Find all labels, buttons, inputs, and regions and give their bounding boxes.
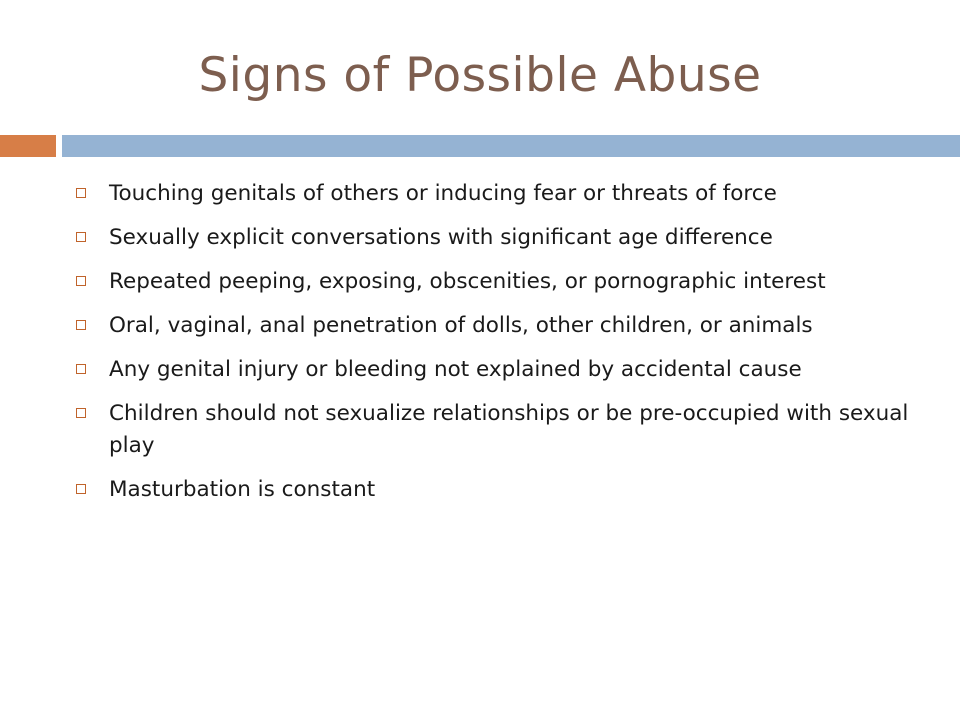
bullet-text: Children should not sexualize relationships or be pre-occupied with sexual play bbox=[109, 401, 909, 458]
bullet-text: Repeated peeping, exposing, obscenities, or pornographic interest bbox=[109, 269, 826, 294]
square-bullet-icon bbox=[76, 408, 86, 418]
square-bullet-icon bbox=[76, 320, 86, 330]
bullet-item bbox=[76, 474, 916, 506]
bullet-text: Sexually explicit conversations with significant age difference bbox=[109, 225, 773, 250]
square-bullet-icon bbox=[76, 232, 86, 242]
bullet-item bbox=[76, 266, 916, 298]
title-underline-bar bbox=[62, 135, 960, 157]
bullet-item bbox=[76, 178, 916, 210]
square-bullet-icon bbox=[76, 276, 86, 286]
bullet-list bbox=[76, 178, 916, 518]
square-bullet-icon bbox=[76, 364, 86, 374]
square-bullet-icon bbox=[76, 188, 86, 198]
bullet-text: Masturbation is constant bbox=[109, 477, 376, 502]
bullet-text: Touching genitals of others or inducing fear or threats of force bbox=[109, 181, 777, 206]
accent-bar bbox=[0, 135, 56, 157]
bullet-text: Any genital injury or bleeding not explained by accidental cause bbox=[109, 357, 802, 382]
bullet-text: Oral, vaginal, anal penetration of dolls, other children, or animals bbox=[109, 313, 813, 338]
slide-title: Signs of Possible Abuse bbox=[198, 48, 762, 103]
bullet-item bbox=[76, 354, 916, 386]
bullet-item bbox=[76, 222, 916, 254]
bullet-item bbox=[76, 310, 916, 342]
bullet-item bbox=[76, 398, 916, 462]
square-bullet-icon bbox=[76, 484, 86, 494]
